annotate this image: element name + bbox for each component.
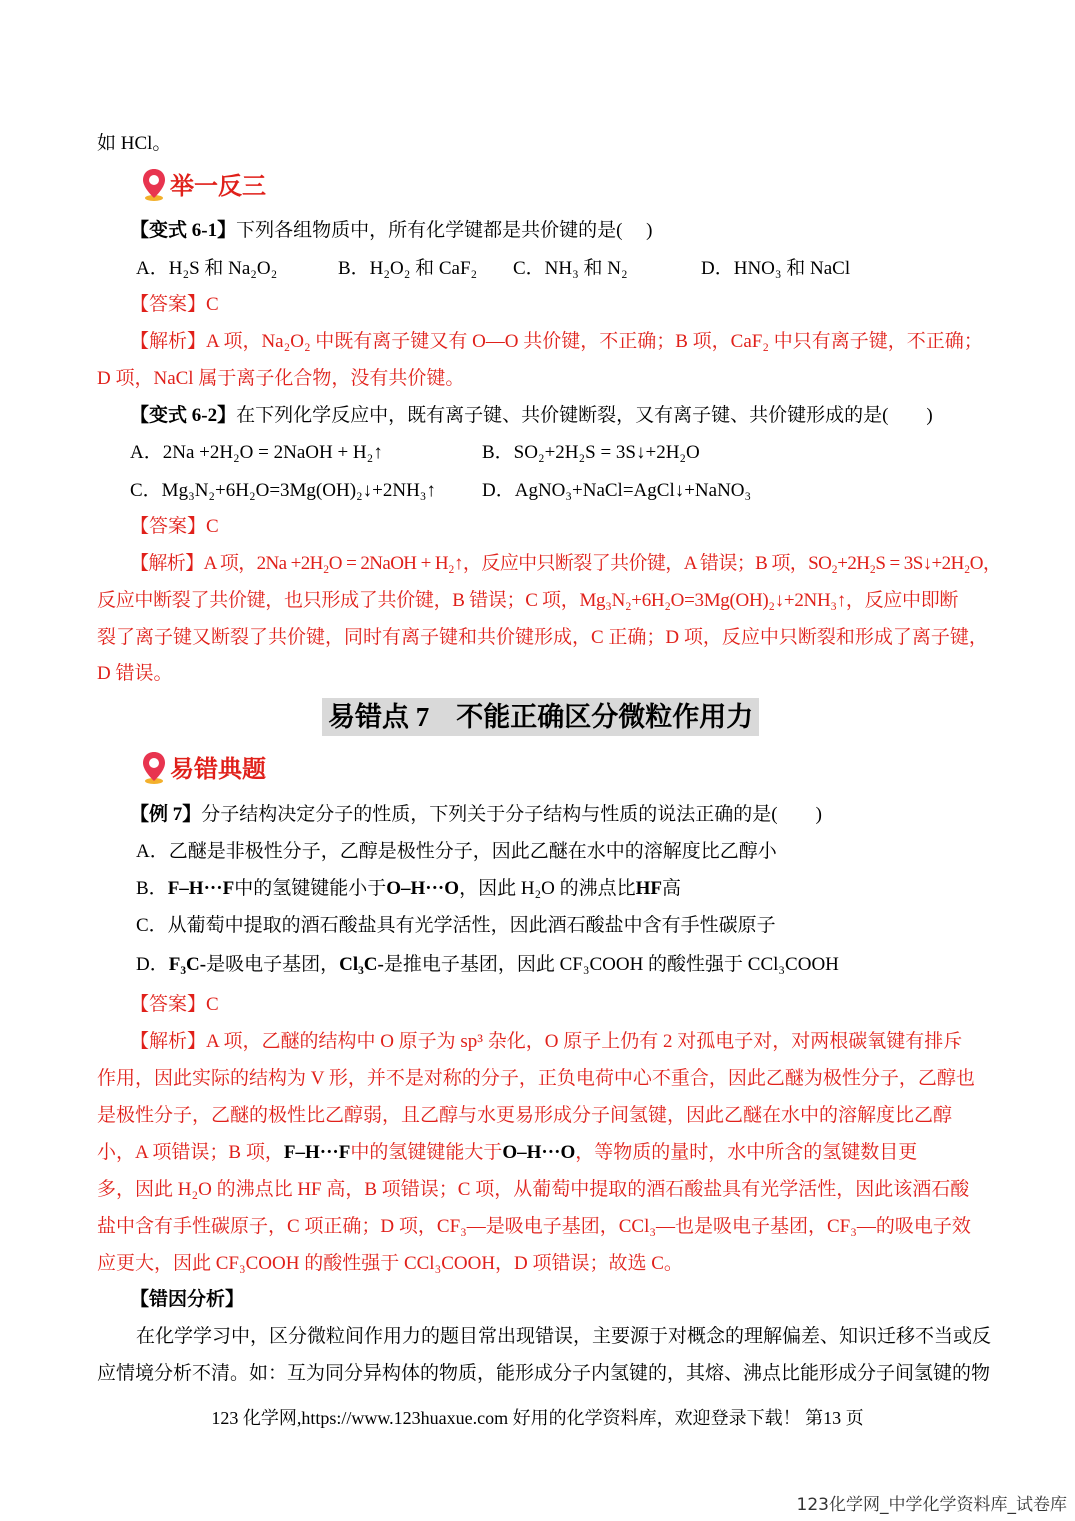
example-7-analysis-line-2: 作用，因此实际的结构为 V 形，并不是对称的分子，正负电荷中心不重合，因此乙醚为极性分子，乙醇也 <box>97 1068 975 1089</box>
analysis-tag: 【解析】 <box>130 331 207 352</box>
variant-6-1-option-d: D．HNO₃ 和 NaCl <box>701 258 851 279</box>
answer-value: C <box>206 994 219 1015</box>
formula-fhf: F–H···F <box>283 1142 351 1163</box>
formula-oho: O–H···O <box>502 1142 576 1163</box>
option-text: 是吸电子基团， <box>206 954 340 975</box>
option-text: 中的氢键键能小于 <box>234 878 387 899</box>
answer-value: C <box>206 516 219 537</box>
variant-6-1-option-a: A．H₂S 和 Na₂O₂ <box>136 258 278 279</box>
variant-6-2-option-a: A．2Na +2H₂O = 2NaOH + H₂↑ <box>130 442 383 463</box>
formula-fhf: F–H···F <box>167 878 235 899</box>
option-label: B． <box>136 878 168 899</box>
analysis-text: 中的氢键键能大于 <box>350 1142 503 1163</box>
variant-6-1-analysis-line-2: D 项，NaCl 属于离子化合物，没有共价键。 <box>97 368 465 389</box>
error-cause-line-2: 应情境分析不清。如：互为同分异构体的物质，能形成分子内氢键的，其熔、沸点比能形成分子间氢键的物 <box>97 1363 991 1384</box>
analysis-text: 小，A 项错误；B 项， <box>97 1142 284 1163</box>
variant-6-2-analysis-line-3: 裂了离子键又断裂了共价键，同时有离子键和共价键形成，C 正确；D 项，反应中只断裂和形成了离子键， <box>97 627 988 648</box>
example-7-option-c: C．从葡萄中提取的酒石酸盐具有光学活性，因此酒石酸盐中含有手性碳原子 <box>136 915 776 936</box>
error-cause-line-1: 在化学学习中，区分微粒间作用力的题目常出现错误，主要源于对概念的理解偏差、知识迁移不当或反 <box>136 1326 992 1347</box>
variant-6-2-option-b: B．SO₂+2H₂S = 3S↓+2H₂O <box>482 442 700 463</box>
variant-6-1-option-c: C．NH₃ 和 N₂ <box>513 258 628 279</box>
location-pin-icon <box>141 168 167 202</box>
analysis-text: A 项，Na₂O₂ 中既有离子键又有 O—O 共价键，不正确；B 项，CaF₂ 中只有离子键，不正确； <box>206 331 983 352</box>
location-pin-icon <box>141 751 167 785</box>
variant-6-2-option-d: D．AgNO₃+NaCl=AgCl↓+NaNO₃ <box>482 480 752 501</box>
section-title-practice: 举一反三 <box>170 172 266 200</box>
analysis-text: ，等物质的量时，水中所含的氢键数目更 <box>575 1142 918 1163</box>
variant-6-2-analysis-line-4: D 错误。 <box>97 663 173 684</box>
variant-6-2-answer <box>130 515 219 539</box>
example-7-analysis-line-4 <box>97 1141 917 1165</box>
analysis-text: A 项，乙醚的结构中 O 原子为 sp³ 杂化，O 原子上仍有 2 对孤电子对，对两根碳氧键有排斥 <box>206 1031 963 1052</box>
variant-6-1-option-b: B．H₂O₂ 和 CaF₂ <box>338 258 478 279</box>
analysis-tag: 【解析】 <box>130 553 204 574</box>
answer-value: C <box>206 294 219 315</box>
variant-6-2-question <box>130 404 933 428</box>
answer-tag: 【答案】 <box>130 294 207 315</box>
example-7-question <box>130 803 822 827</box>
variant-6-1-stem: 下列各组物质中，所有化学键都是共价键的是( ) <box>236 220 653 241</box>
example-7-analysis-line-5: 多，因此 H₂O 的沸点比 HF 高，B 项错误；C 项，从葡萄中提取的酒石酸盐具有光学活性，因此该酒石酸 <box>97 1179 970 1200</box>
analysis-tag: 【解析】 <box>130 1031 207 1052</box>
answer-tag: 【答案】 <box>130 994 207 1015</box>
example-7-tag: 【例 7】 <box>130 804 202 825</box>
variant-6-2-analysis-line-2: 反应中断裂了共价键，也只形成了共价键，B 错误；C 项，Mg₃N₂+6H₂O=3Mg(OH)₂↓+2NH₃↑，反应中即断 <box>97 590 959 611</box>
formula-f3c: F₃C- <box>168 954 207 975</box>
variant-6-1-question <box>130 219 652 243</box>
formula-oho: O–H···O <box>386 878 460 899</box>
variant-6-2-analysis-line-1 <box>130 552 1001 576</box>
analysis-text: A 项，2Na +2H₂O = 2NaOH + H₂↑，反应中只断裂了共价键，A 错误；B 项，SO₂+2H₂S = 3S↓+2H₂O， <box>203 553 1002 574</box>
example-7-answer <box>130 993 219 1017</box>
variant-6-2-stem: 在下列化学反应中，既有离子键、共价键断裂，又有离子键、共价键形成的是( ) <box>236 405 933 426</box>
answer-tag: 【答案】 <box>130 516 207 537</box>
variant-6-2-tag: 【变式 6-2】 <box>130 405 237 426</box>
example-7-analysis-line-3: 是极性分子，乙醚的极性比乙醇弱，且乙醇与水更易形成分子间氢键，因此乙醚在水中的溶解度比乙醇 <box>97 1105 953 1126</box>
watermark: 123化学网_中学化学资料库_试卷库 <box>796 1495 1067 1515</box>
section-title-typical-errors: 易错典题 <box>170 755 266 783</box>
example-7-option-b <box>136 877 681 901</box>
example-7-option-a: A．乙醚是非极性分子，乙醇是极性分子，因此乙醚在水中的溶解度比乙醇小 <box>136 841 777 862</box>
variant-6-1-answer <box>130 293 219 317</box>
example-7-option-d <box>136 953 839 977</box>
error-cause-heading: 【错因分析】 <box>130 1289 245 1310</box>
option-text: 是推电子基团，因此 CF₃COOH 的酸性强于 CCl₃COOH <box>383 954 839 975</box>
option-text: ，因此 H₂O 的沸点比 <box>459 878 636 899</box>
variant-6-2-option-c: C．Mg₃N₂+6H₂O=3Mg(OH)₂↓+2NH₃↑ <box>130 480 436 501</box>
example-7-stem: 分子结构决定分子的性质，下列关于分子结构与性质的说法正确的是( ) <box>201 804 822 825</box>
option-label: D． <box>136 954 169 975</box>
top-line: 如 HCl。 <box>97 133 172 154</box>
error-point-title: 易错点 7 不能正确区分微粒作用力 <box>322 698 759 736</box>
variant-6-1-tag: 【变式 6-1】 <box>130 220 237 241</box>
example-7-analysis-line-1 <box>130 1030 962 1054</box>
variant-6-1-analysis-line-1 <box>130 330 983 354</box>
formula-hf: HF <box>635 878 663 899</box>
example-7-analysis-line-6: 盐中含有手性碳原子，C 项正确；D 项，CF₃—是吸电子基团，CCl₃—也是吸电子基团，CF₃—的吸电子效 <box>97 1216 971 1237</box>
example-7-analysis-line-7: 应更大，因此 CF₃COOH 的酸性强于 CCl₃COOH，D 项错误；故选 C。 <box>97 1253 683 1274</box>
option-text: 高 <box>662 878 682 899</box>
page-footer: 123 化学网,https://www.123huaxue.com 好用的化学资料库，欢迎登录下载！ 第13 页 <box>211 1408 864 1428</box>
formula-cl3c: Cl₃C- <box>339 954 384 975</box>
